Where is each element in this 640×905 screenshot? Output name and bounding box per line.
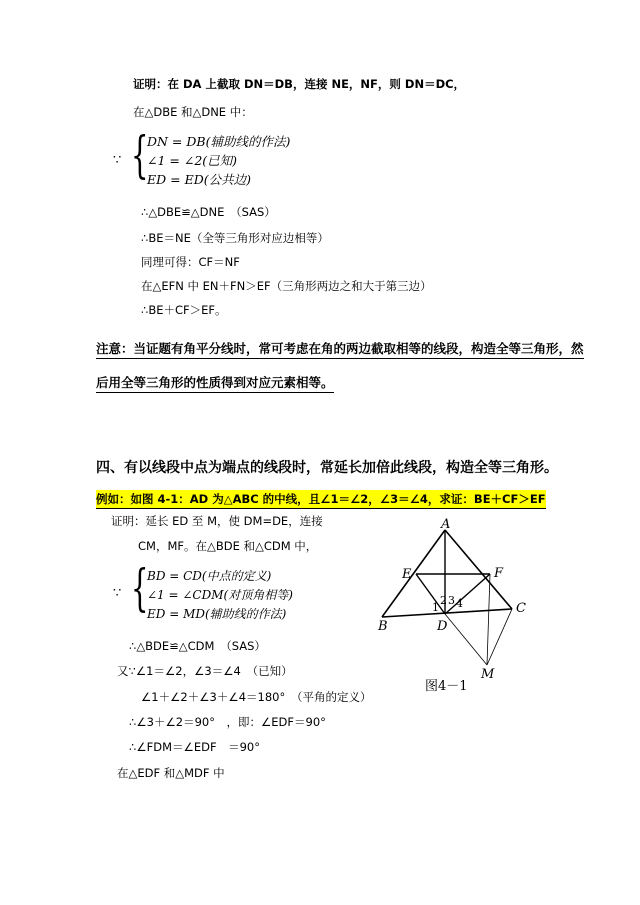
proof2-line1-text: 证明：延长 ED 至 M，使 DM=DE，连接 <box>111 514 323 528</box>
segment-cm <box>487 609 512 665</box>
label-a: A <box>441 517 451 532</box>
proof1-line5: 同理可得：CF＝NF <box>141 255 240 269</box>
proof2-line5: ∠1＋∠2＋∠3＋∠4＝180° （平角的定义） <box>141 690 372 704</box>
proof2-line7: ∴∠FDM＝∠EDF ＝90° <box>129 740 260 754</box>
angle-label-2: 2 <box>440 594 447 607</box>
label-c: C <box>516 601 526 616</box>
proof1-condition-1: DN = DB(辅助线的作法) <box>147 134 291 149</box>
proof2-line8: 在△EDF 和△MDF 中 <box>117 766 225 780</box>
angle-label-3: 3 <box>448 594 455 607</box>
proof2-line2: CM，MF。在△BDE 和△CDM 中， <box>138 539 318 553</box>
angle-label-1: 1 <box>432 601 439 614</box>
label-m: M <box>481 667 495 682</box>
proof2-line4: 又∵∠1＝∠2，∠3＝∠4 （已知） <box>117 664 293 678</box>
proof1-condition-2: ∠1 = ∠2(已知) <box>147 153 238 168</box>
because-symbol: ∵ <box>113 153 122 168</box>
label-e: E <box>402 567 412 582</box>
proof1-line4: ∴BE＝NE（全等三角形对应边相等） <box>141 231 329 245</box>
note-line1: 注意：当证题有角平分线时，常可考虑在角的两边截取相等的线段，构造全等三角形，然 <box>96 339 584 359</box>
proof2-condition-2: ∠1 = ∠CDM(对顶角相等) <box>147 588 293 602</box>
figure-caption: 图4－1 <box>425 679 468 694</box>
left-brace: { <box>131 126 149 184</box>
proof2-condition-3: ED = MD(辅助线的作法) <box>147 607 287 621</box>
label-b: B <box>378 619 388 634</box>
example-statement: 例如：如图 4-1：AD 为△ABC 的中线，且∠1＝∠2，∠3＝∠4，求证：BE＋CF＞EF <box>96 490 546 509</box>
proof1-line1: 证明：在 DA 上截取 DN＝DB，连接 NE，NF，则 DN＝DC， <box>133 77 466 91</box>
segment-fm <box>487 574 490 665</box>
note-line2: 后用全等三角形的性质得到对应元素相等。 <box>96 373 334 393</box>
proof1-line6: 在△EFN 中 EN＋FN＞EF（三角形两边之和大于第三边） <box>141 279 432 293</box>
left-brace-2: { <box>131 559 149 617</box>
section-heading: 四、有以线段中点为端点的线段时，常延长加倍此线段，构造全等三角形。 <box>96 460 558 476</box>
proof2-condition-1: BD = CD(中点的定义) <box>147 569 272 583</box>
because-symbol-2: ∵ <box>113 586 122 601</box>
proof2-line6: ∴∠3＋∠2＝90° ，即：∠EDF＝90° <box>129 715 326 729</box>
angle-label-4: 4 <box>456 597 463 610</box>
proof2-line3: ∴△BDE≌△CDM （SAS） <box>129 639 266 653</box>
segment-dm <box>445 614 487 665</box>
label-f: F <box>494 566 504 581</box>
label-d: D <box>437 619 448 634</box>
proof1-line3: ∴△DBE≌△DNE （SAS） <box>141 205 276 219</box>
proof1-line7: ∴BE＋CF＞EF。 <box>141 303 227 317</box>
proof1-line2: 在△DBE 和△DNE 中： <box>133 105 253 119</box>
proof1-condition-3: ED = ED(公共边) <box>147 172 251 187</box>
